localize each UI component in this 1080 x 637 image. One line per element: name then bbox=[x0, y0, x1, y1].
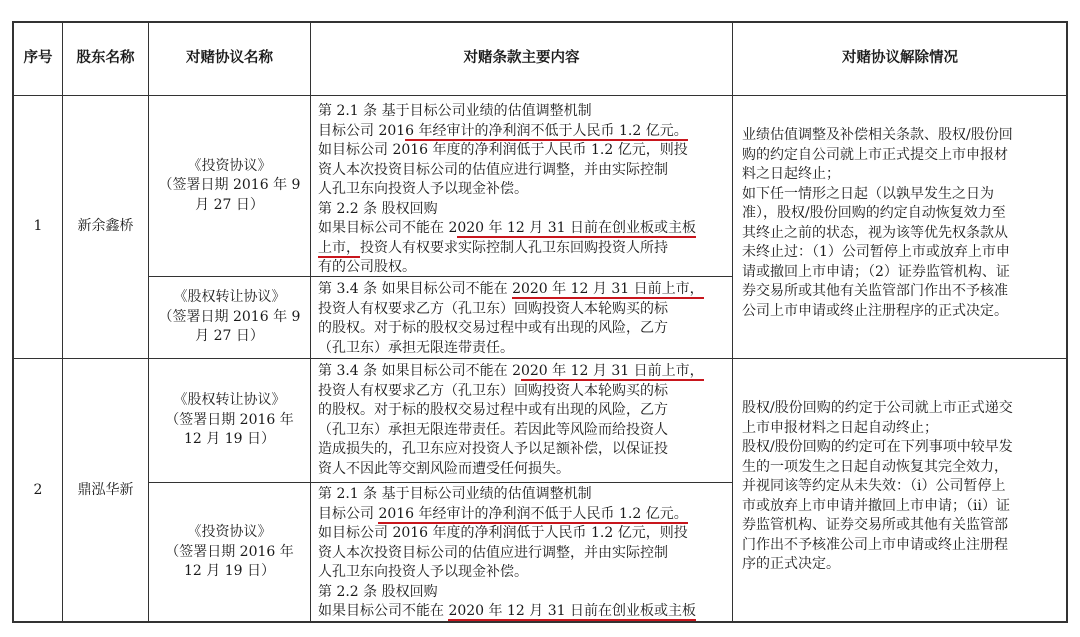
text-line: 股权/股份回购的约定于公司就上市正式递交 bbox=[742, 400, 1013, 416]
clause-text: 如果目标公司不能在 bbox=[318, 603, 449, 619]
text-line: 序的正式决定。 bbox=[742, 556, 840, 572]
text-line: 未终止过：（1）公司暂停上市或放弃上市申 bbox=[742, 244, 1010, 260]
header-holder: 股东名称 bbox=[62, 22, 149, 96]
clause-line bbox=[318, 524, 726, 544]
underlined-text: 020 年 12 月 31 日前在创业板或主板 bbox=[457, 220, 696, 236]
agreement-name bbox=[148, 482, 311, 623]
text-line: 《投资协议》 bbox=[187, 524, 272, 541]
text-line: 并视同该等约定从未失效：（i）公司暂停上 bbox=[742, 478, 1006, 494]
text-line: 月 27 日） bbox=[195, 328, 264, 345]
row-no: 1 bbox=[13, 95, 63, 359]
agreement-name bbox=[148, 358, 311, 483]
clause-line bbox=[318, 200, 726, 220]
underlined-text: 2016 年经审计的净利润不低于人民币 1.2 亿元。 bbox=[378, 505, 688, 522]
text-line: 其终止之前的状态，视为该等优先权条款从 bbox=[742, 224, 1008, 241]
underlined-text: 2020 年 12 月 31 日前上市， bbox=[512, 281, 704, 297]
agreement-terms bbox=[310, 276, 733, 359]
clause-text: 的股权。对于标的股权交易过程中或有出现的风险，乙方 bbox=[318, 402, 668, 418]
text-line: 料之日起终止； bbox=[742, 166, 840, 182]
clause-line bbox=[318, 401, 726, 421]
clause-line bbox=[318, 122, 726, 142]
text-line: 公司上市申请或终止注册程序的正式决定。 bbox=[742, 302, 1008, 319]
text-line: 券监管机构、证券交易所或其他有关监管部 bbox=[742, 517, 1008, 533]
text-line: 请或撤回上市申请；（2）证券监管机构、证 bbox=[742, 263, 1010, 280]
text-line: 《投资协议》 bbox=[187, 157, 272, 174]
text-line: 市或放弃上市申请并撤回上市申请；（ii）证 bbox=[742, 497, 1010, 514]
clause-text: 资人不因此等交割风险而遭受任何损失。 bbox=[318, 460, 570, 477]
header-release: 对赌协议解除情况 bbox=[732, 22, 1068, 96]
clause-line bbox=[318, 544, 726, 564]
header-no: 序号 bbox=[13, 22, 63, 96]
text-line: 券交易所或其他有关监管部门作出不予核准 bbox=[742, 283, 1008, 299]
clause-text: 第 3.4 条 如果目标公司不能在 bbox=[318, 281, 513, 297]
clause-text: 的股权。对于标的股权交易过程中或有出现的风险，乙方 bbox=[318, 320, 668, 336]
clause-line bbox=[318, 583, 726, 603]
text-line: 上市申报材料之日起自动终止； bbox=[742, 419, 938, 436]
clause-text: 资人本次投资目标公司的估值应进行调整，并由实际控制 bbox=[318, 161, 668, 178]
clause-line bbox=[318, 141, 726, 161]
clause-line bbox=[318, 300, 726, 320]
clause-text: 第 2.2 条 股权回购 bbox=[318, 200, 438, 217]
text-line: 购的约定自公司就上市正式提交上市申报材 bbox=[742, 146, 1008, 163]
clause-text: 如果目标公司不能在 2 bbox=[318, 220, 458, 236]
clause-line bbox=[318, 258, 726, 277]
clause-line bbox=[318, 319, 726, 339]
text-line: 12 月 19 日） bbox=[184, 431, 275, 448]
clause-text: 第 2.1 条 基于目标公司业绩的估值调整机制 bbox=[318, 103, 592, 119]
text-line: 《股权转让协议》 bbox=[173, 289, 286, 306]
text-line: 生的一项发生之日起自动恢复其完全效力， bbox=[742, 458, 1008, 475]
clause-line bbox=[318, 505, 726, 525]
text-line: （签署日期 2016 年 bbox=[165, 411, 294, 428]
row-holder: 新余鑫桥 bbox=[62, 95, 149, 359]
clause-text: 造成损失的，孔卫东应对投资人予以足额补偿，以保证投 bbox=[318, 441, 668, 457]
text-line: （签署日期 2016 年 9 bbox=[158, 177, 301, 194]
agreement-terms bbox=[310, 358, 733, 483]
clause-text: （孔卫东）承担无限连带责任。若因此等风险而给投资人 bbox=[318, 421, 668, 438]
clause-line bbox=[318, 339, 726, 359]
release-status bbox=[732, 95, 1068, 359]
text-line: 12 月 19 日） bbox=[184, 563, 275, 580]
clause-text: 有的公司股权。 bbox=[318, 259, 416, 275]
clause-text: 如目标公司 2016 年度的净利润低于人民币 1.2 亿元，则投 bbox=[318, 142, 688, 158]
clause-text: 第 2.2 条 股权回购 bbox=[318, 583, 438, 600]
clause-text: 投资人有权要求乙方（孔卫东）回购投资人本轮购买的标 bbox=[318, 382, 668, 399]
clause-text: 投资人有权要求实际控制人孔卫东回购投资人所持 bbox=[360, 239, 668, 256]
clause-text: 目标公司 bbox=[318, 505, 379, 522]
clause-text: 人孔卫东向投资人予以现金补偿。 bbox=[318, 181, 528, 197]
clause-text: 如目标公司 2016 年度的净利润低于人民币 1.2 亿元，则投 bbox=[318, 525, 688, 541]
clause-line bbox=[318, 460, 726, 480]
clause-text: 目标公司 201 bbox=[318, 122, 406, 139]
text-line: 业绩估值调整及补偿相关条款、股权/股份回 bbox=[742, 127, 1013, 143]
agreement-terms bbox=[310, 482, 733, 623]
row-no: 2 bbox=[13, 358, 63, 623]
header-agreement: 对赌协议名称 bbox=[148, 22, 311, 96]
clause-text: 人孔卫东向投资人予以现金补偿。 bbox=[318, 564, 528, 580]
clause-line bbox=[318, 382, 726, 402]
clause-line bbox=[318, 219, 726, 239]
release-status bbox=[732, 358, 1068, 623]
text-line: （签署日期 2016 年 bbox=[165, 543, 294, 560]
agreement-terms bbox=[310, 95, 733, 277]
clause-line bbox=[318, 239, 726, 259]
clause-line bbox=[318, 362, 726, 382]
clause-line bbox=[318, 440, 726, 460]
clause-text: 资人本次投资目标公司的估值应进行调整，并由实际控制 bbox=[318, 544, 668, 561]
text-line: 如下任一情形之日起（以孰早发生之日为 bbox=[742, 185, 994, 202]
clause-line bbox=[318, 563, 726, 583]
clause-line bbox=[318, 280, 726, 300]
text-line: 月 27 日） bbox=[195, 196, 264, 213]
clause-line bbox=[318, 180, 726, 200]
underlined-text: 6 年经审计的净利润不低于人民币 1.2 亿元。 bbox=[405, 122, 688, 139]
text-line: 门作出不予核准公司上市申请或终止注册程 bbox=[742, 536, 1008, 553]
underlined-text: 2020 年 12 月 31 日前在创业板或主板 bbox=[448, 603, 696, 619]
clause-line bbox=[318, 421, 726, 441]
agreement-name bbox=[148, 276, 311, 359]
clause-text: 投资人有权要求乙方（孔卫东）回购投资人本轮购买的标 bbox=[318, 300, 668, 317]
clause-line bbox=[318, 102, 726, 122]
clause-line bbox=[318, 602, 726, 622]
clause-text: （孔卫东）承担无限连带责任。 bbox=[318, 339, 514, 356]
underlined-text: 上市， bbox=[318, 239, 360, 256]
underlined-text: 020 年 12 月 31 日前上市， bbox=[520, 363, 704, 379]
agreement-name bbox=[148, 95, 311, 277]
text-line: 股权/股份回购的约定可在下列事项中较早发 bbox=[742, 439, 1013, 455]
text-line: 《股权转让协议》 bbox=[173, 392, 286, 409]
clause-text: 第 2.1 条 基于目标公司业绩的估值调整机制 bbox=[318, 486, 592, 502]
text-line: （签署日期 2016 年 9 bbox=[158, 308, 301, 325]
clause-line bbox=[318, 485, 726, 505]
clause-text: 第 3.4 条 如果目标公司不能在 2 bbox=[318, 363, 521, 379]
clause-line bbox=[318, 161, 726, 181]
text-line: 准），股权/股份回购的约定自动恢复效力至 bbox=[742, 205, 1006, 221]
header-terms: 对赌条款主要内容 bbox=[310, 22, 733, 96]
row-holder: 鼎泓华新 bbox=[62, 358, 149, 623]
